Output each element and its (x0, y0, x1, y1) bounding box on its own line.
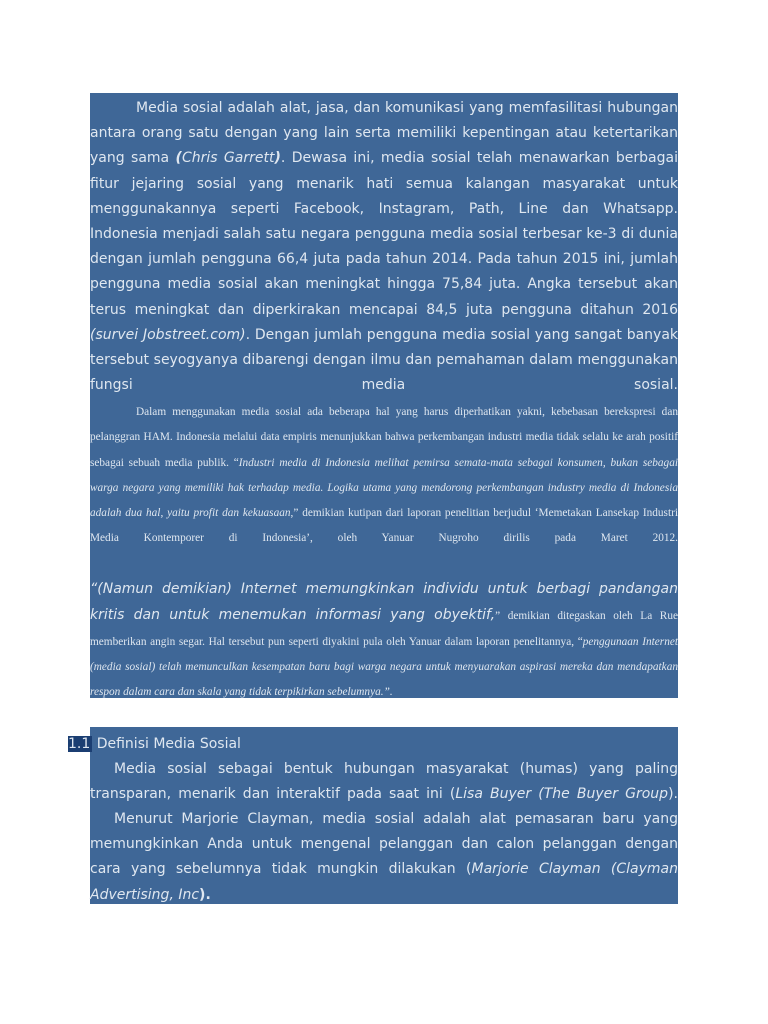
citation-chris-garrett: Chris Garrett (181, 150, 275, 167)
text-run: ) (274, 150, 281, 167)
quote-la-rue: “(Namun demikian) Internet memungkinkan individu untuk berbagi pandangan kritis dan untuk menemukan informasi yang obyektif, (90, 581, 678, 624)
section-number: 1.1 (68, 736, 91, 752)
text-run: Dalam menggunakan media sosial ada beberapa hal yang harus diperhatikan yakni, kebebasan berekspresi dan pelanggran HAM. Indonesia melalui data empiris menunjukkan bahwa perkembangan industri media tidak selalu ke arah positif sebagai sebuah media publik. “ (90, 406, 678, 469)
text-run: ). (668, 786, 678, 803)
citation-lisa-buyer: Lisa Buyer (The Buyer Group (455, 786, 669, 803)
paragraph-internet-quote (90, 577, 678, 705)
paragraph-definisi-lisa-buyer (90, 757, 678, 807)
text-run: Menurut Marjorie Clayman, media sosial adalah alat pemasaran baru yang memungkinkan Anda untuk mengenal pelanggan dan calon pelanggan dengan cara yang sebelumnya tidak mungkin dilakukan ( (90, 811, 678, 878)
text-run: ). (199, 886, 211, 903)
paragraph-media-sosial-intro (90, 96, 678, 398)
text-run: . Dengan jumlah pengguna media sosial yang sangat banyak tersebut seyogyanya dibarengi dengan ilmu dan pemahaman dalam menggunakan fungsi media sosial. (90, 326, 678, 394)
quote-media-industry: Industri media di Indonesia melihat pemirsa semata-mata sebagai konsumen, bukan sebagai warga negara yang memiliki hak terhadap media. Logika utama yang mendorong perkembangan industry media di Indonesia adalah dua hal, yaitu profit dan kekuasaan (90, 456, 678, 520)
text-run: Media sosial adalah alat, jasa, dan komunikasi yang memfasilitasi hubungan antara orang satu dengan yang lain serta memiliki kepentingan atau ketertarikan yang sama (90, 100, 678, 167)
text-run: ” demikian ditegaskan oleh La Rue memberikan angin segar. Hal tersebut pun seperti diyakini pula oleh Yanuar dalam laporan penelitannya, “ (90, 610, 678, 648)
section-title: Definisi Media Sosial (92, 736, 241, 752)
text-run: ( (175, 150, 182, 167)
paragraph-definisi-marjorie-clayman (90, 807, 678, 908)
text-run: . Dewasa ini, media sosial telah menawarkan berbagai fitur jejaring sosial yang menarik hati semua kalangan masyarakat untuk menggunakannya seperti Facebook, Instagram, Path, Line dan Whatsapp. Indonesia menjadi salah satu negara pengguna media sosial terbesar ke-3 di dunia dengan jumlah pengguna 66,4 juta pada tahun 2014. Pada tahun 2015 ini, jumlah pengguna media sosial akan meningkat hingga 75,84 juta. Angka tersebut akan terus meningkat dan diperkirakan mencapai 84,5 juta pengguna ditahun 2016 (90, 150, 678, 318)
quote-yanuar: penggunaan Internet (media sosial) telah memunculkan kesempatan baru bagi warga negara untuk menyuarakan aspirasi mereka dan mendapatkan respon dalam cara dan skala yang tidak terpikirkan sebelumnya.”. (90, 635, 678, 699)
citation-survei-jobstreet: (survei Jobstreet.com) (90, 326, 246, 343)
text-run: Media sosial sebagai bentuk hubungan masyarakat (humas) yang paling transparan, menarik dan interaktif pada saat ini ( (90, 761, 678, 803)
highlighted-text-block (90, 93, 678, 698)
paragraph-kebebasan-berekspresi (90, 400, 678, 552)
section-heading (68, 733, 241, 755)
citation-marjorie-clayman: Marjorie Clayman (Clayman Advertising, Inc (90, 861, 678, 903)
text-run: ,” demikian kutipan dari laporan penelitian berjudul ‘Memetakan Lansekap Industri Media Kontemporer di Indonesia’, oleh Yanuar Nugroho dirilis pada Maret 2012. (90, 507, 678, 545)
